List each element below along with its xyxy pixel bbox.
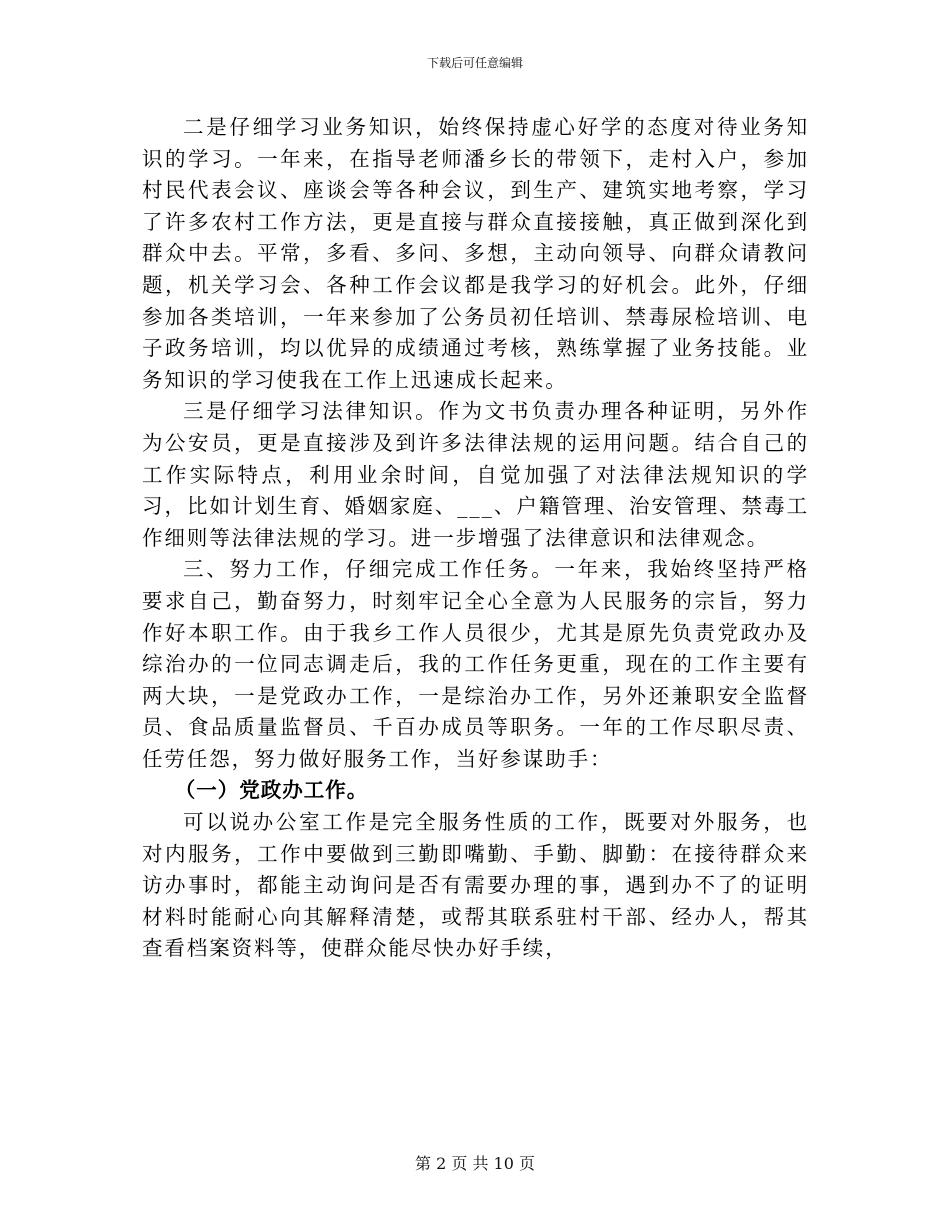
paragraph-work-tasks: 三、努力工作，仔细完成工作任务。一年来，我始终坚持严格要求自己，勤奋努力，时刻牢记全心全意为人民服务的宗旨，努力作好本职工作。由于我乡工作人员很少，尤其是原先负责党政办及综治办的一位同志调走后，我的工作任务更重，现在的工作主要有两大块，一是党政办工作，一是综治办工作，另外还兼职安全监督员、食品质量监督员、千百办成员等职务。一年的工作尽职尽责、任劳任怨，努力做好服务工作，当好参谋助手： (142, 557, 809, 771)
document-body (142, 112, 809, 965)
paragraph-office-service: 可以说办公室工作是完全服务性质的工作，既要对外服务，也对内服务，工作中要做到三勤即嘴勤、手勤、脚勤：在接待群众来访办事时，都能主动询问是否有需要办理的事，遇到办不了的证明材料时能耐心向其解释清楚，或帮其联系驻村干部、经办人，帮其查看档案资料等，使群众能尽快办好手续， (142, 810, 809, 961)
page-footer: 第 2 页 共 10 页 (415, 1154, 535, 1173)
section-heading-party-office: （一）党政办工作。 (174, 778, 369, 803)
paragraph-legal-knowledge: 三是仔细学习法律知识。作为文书负责办理各种证明，另外作为公安员，更是直接涉及到许多法律法规的运用问题。结合自己的工作实际特点，利用业余时间，自觉加强了对法律法规知识的学习，比如计划生育、婚姻家庭、___、户籍管理、治安管理、禁毒工作细则等法律法规的学习。进一步增强了法律意识和法律观念。 (142, 399, 809, 550)
paragraph-business-knowledge: 二是仔细学习业务知识，始终保持虚心好学的态度对待业务知识的学习。一年来，在指导老师潘乡长的带领下，走村入户，参加村民代表会议、座谈会等各种会议，到生产、建筑实地考察，学习了许多农村工作方法，更是直接与群众直接接触，真正做到深化到群众中去。平常，多看、多问、多想，主动向领导、向群众请教问题，机关学习会、各种工作会议都是我学习的好机会。此外，仔细参加各类培训，一年来参加了公务员初任培训、禁毒尿检培训、电子政务培训，均以优异的成绩通过考核，熟练掌握了业务技能。业务知识的学习使我在工作上迅速成长起来。 (142, 115, 809, 392)
page-header: 下载后可任意编辑 (426, 56, 523, 70)
